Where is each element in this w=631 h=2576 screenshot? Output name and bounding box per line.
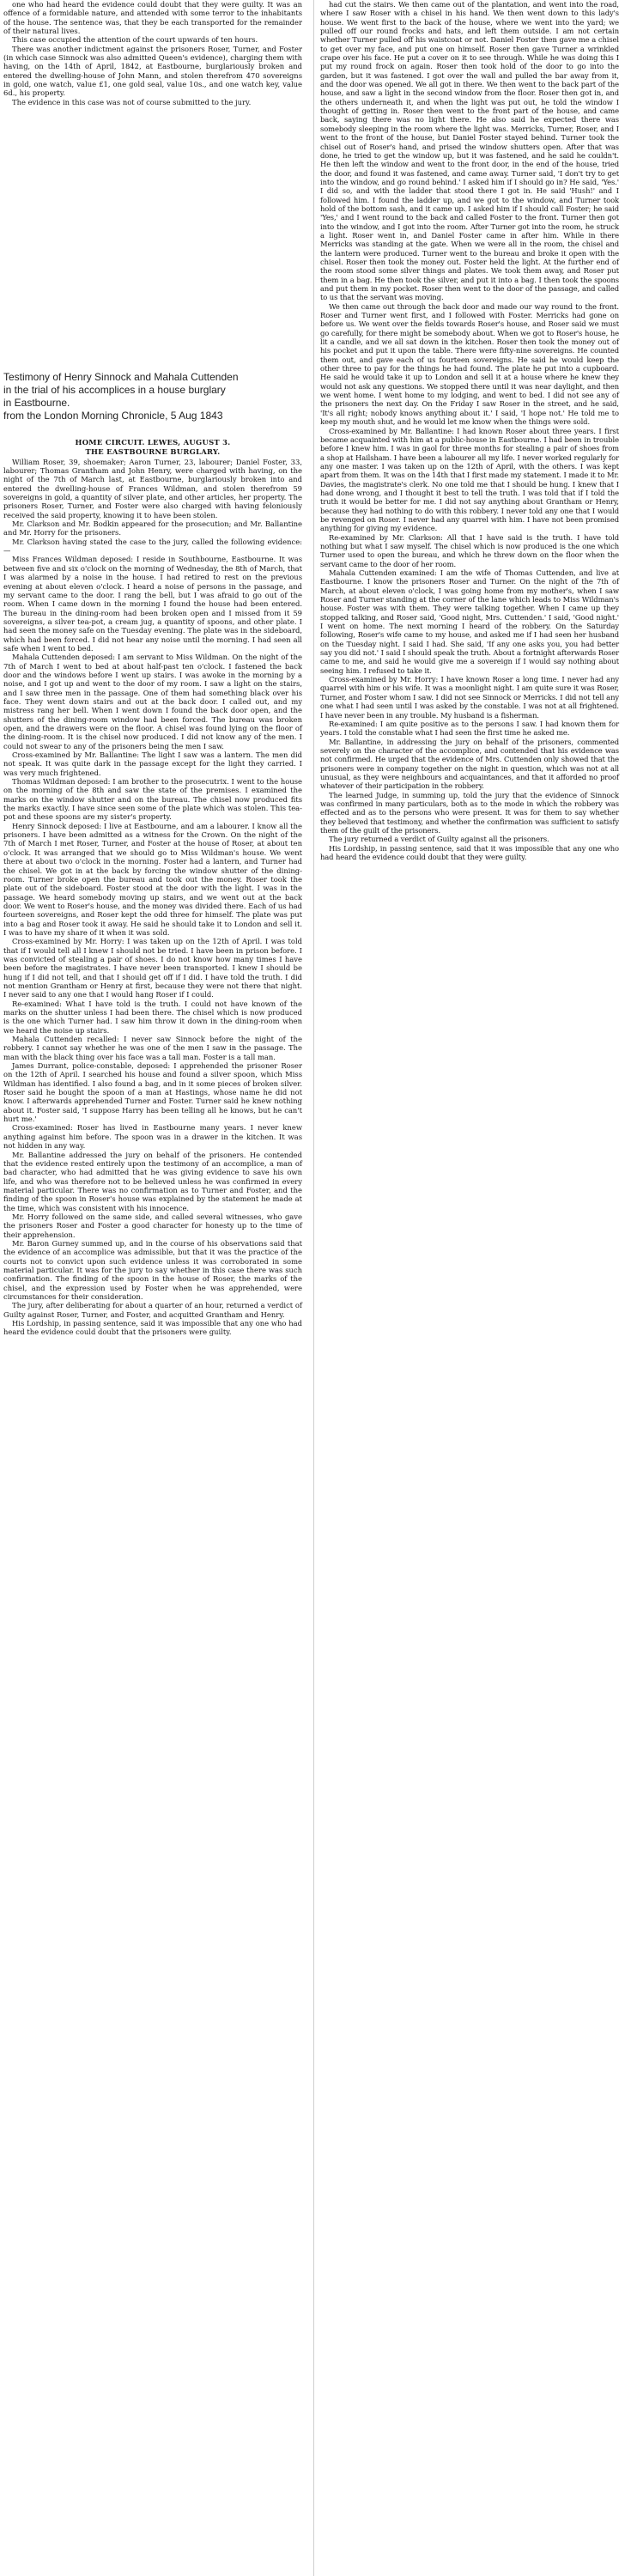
article-paragraph: Mr. Baron Gurney summed up, and in the course of his observations said that the evidence of an accomplice was admissible, but that it was the practice of the courts not to convict upon such evidence unless it was corroborated in some material particular. It was for the jury to say whether in this case there was such confirmation. The finding of the spoon in the house of Roser, the marks of the chisel, and the expression used by Foster when he was apprehended, were circumstances for their consideration.: [3, 1238, 302, 1301]
intro-paragraph: The evidence in this case was not of course submitted to the jury.: [12, 97, 252, 106]
article-paragraph: The learned Judge, in summing up, told the jury that the evidence of Sinnock was confirmed in many particulars, both as to the mode in which the robbery was effected and as to the persons who were present. It was for them to say whether they believed that testimony, and whether the confirmation was sufficient to satisfy them of the guilt of the prisoners.: [320, 790, 619, 835]
article-paragraph: Mahala Cuttenden recalled: I never saw Sinnock before the night of the robbery. I cannot say whether he was one of the men I saw in the passage. The man with the black thing over his face was a tall man. Foster is a tall man.: [3, 1035, 302, 1061]
article-paragraph: Mr. Clarkson and Mr. Bodkin appeared for the prosecution; and Mr. Ballantine and Mr. Horry for the prisoners.: [3, 519, 302, 538]
article-paragraph: Mahala Cuttenden deposed: I am servant to Miss Wildman. On the night of the 7th of March I went to bed at about half-past ten o'clock. I fastened the back door and the windows before I went up stairs. I was awoke in the morning by a noise, and I got up and went to the door of my room. I saw a light on the stairs, and I saw three men in the passage. One of them had something black over his face. They went down stairs and out at the back door. I called out, and my mistress rang her bell. When I went down I found the back door open, and the shutters of the dining-room window had been forced. The bureau was broken open, and the drawers were on the floor. A chisel was found lying on the floor of the dining-room. It is the chisel now produced. I did not know any of the men. I could not swear to any of the prisoners being the men I saw.: [3, 653, 302, 750]
article-paragraph: Mahala Cuttenden examined: I am the wife of Thomas Cuttenden, and live at Eastbourne. I know the prisoners Roser and Turner. On the night of the 7th of March, at about eleven o'clock, I was going home from my mother's, when I saw Roser and Turner standing at the corner of the lane which leads to Miss Wildman's house. Foster was with them. They were talking together. When I came up they stopped talking, and Roser said, 'Good night, Mrs. Cuttenden.' I said, 'Good night.' I went on home. The next morning I heard of the robbery. On the Saturday following, Roser's wife came to my house, and asked me if I had seen her husband on the Tuesday night. I said I had. She said, 'If any one asks you, you had better say you did not.' I said I should speak the truth. About a fortnight afterwards Roser came to me, and said he would give me a sovereign if I would say nothing about seeing him. I refused to take it.: [320, 568, 619, 675]
article-headline: HOME CIRCUIT. LEWES, AUGUST 3.: [75, 438, 231, 447]
article-paragraph: Mr. Clarkson having stated the case to the jury, called the following evidence:—: [3, 537, 302, 556]
article-paragraph: We then came out through the back door and made our way round to the front. Roser and Turner went first, and I followed with Foster. Merricks had gone on before us. We went over the fields towards Roser's house, and Roser said we must go carefully, for there might be somebody about. When we got to Roser's house, he lit a candle, and we all sat down in the kitchen. Roser then took the money out of his pocket and put it upon the table. There were fifty-nine sovereigns. He counted them out, and gave each of us fourteen sovereigns. He said he would keep the other three to pay for the things he had found. The plate he put into a cupboard. He said he would take it up to London and sell it at a house where he knew they would not ask any questions. We stopped there until it was near daylight, and then we went home. I went home to my lodging, and went to bed. I did not see any of the prisoners the next day. On the Friday I saw Roser in the street, and he said, 'It's all right; nobody knows anything about it.' I said, 'I hope not.' He told me to keep my mouth shut, and he would let me know when the things were sold.: [320, 301, 619, 427]
article-paragraph: Cross-examined by Mr. Ballantine: I had known Roser about three years. I first became acquainted with him at a public-house in Eastbourne. I had been in trouble before I knew him. I was in gaol for three months for stealing a pair of shoes from a shop at Hailsham. I have been a labourer all my life. I never worked regularly for any one master. I was taken up on the 12th of April, with the others. I was kept apart from them. It was on the 14th that I first made my statement. I made it to Mr. Davies, the magistrate's clerk. No one told me that I should be hung. I knew that I had done wrong, and I thought it best to tell the truth. I was told that if I told the truth it would be better for me. I did not say anything about Grantham or Henry, because they had nothing to do with this robbery. I never told any one that I would be revenged on Roser. I never had any quarrel with him. I have not been promised anything for giving my evidence.: [320, 426, 619, 533]
article-paragraph: William Roser, 39, shoemaker; Aaron Turner, 23, labourer; Daniel Foster, 33, labourer; Thomas Grantham and John Henry, were charged with having, on the night of the 7th of March last, at Eastbourne, burglariously broken into and entered the dwelling-house of Frances Wildman, and stolen therefrom 59 sovereigns in gold, a quantity of silver plate, and other articles, her property. The prisoners Roser, Turner, and Foster were also charged with having feloniously received the said property, knowing it to have been stolen.: [3, 457, 302, 519]
article-paragraph: Mr. Horry followed on the same side, and called several witnesses, who gave the prisoners Roser and Foster a good character for honesty up to the time of their apprehension.: [3, 1212, 302, 1239]
caption-line: in the trial of his accomplices in a house burglary: [3, 384, 226, 396]
caption-line: from the London Morning Chronicle, 5 Aug 1843: [3, 410, 223, 422]
article-paragraph: Cross-examined by Mr. Ballantine: The light I saw was a lantern. The men did not speak. It was quite dark in the passage except for the light they carried. I was very much frightened.: [3, 750, 302, 777]
article-left-column: [3, 438, 302, 1337]
article-paragraph: Cross-examined by Mr. Horry: I was taken up on the 12th of April. I was told that if I would tell all I knew I should not be tried. I have been in prison before. I was convicted of stealing a pair of shoes. I do not know how many times I have been before the magistrates. I have never been transported. I knew I should be hung if I did not tell, and that I should get off if I did. I have told the truth. I did not mention Grantham or Henry at first, because they were not there that night. I never said to any one that I would hang Roser if I could.: [3, 937, 302, 999]
article-paragraph: The jury returned a verdict of Guilty against all the prisoners.: [329, 835, 549, 844]
article-paragraph: Mr. Ballantine addressed the jury on behalf of the prisoners. He contended that the evidence rested entirely upon the testimony of an accomplice, a man of bad character, who had admitted that he was giving evidence to save his own life, and who was therefore not to be believed unless he was confirmed in every material particular. There was no confirmation as to Turner and Foster, and the finding of the spoon in Roser's house was explained by the statement he made at the time, which was consistent with his innocence.: [3, 1150, 302, 1212]
article-paragraph: Thomas Wildman deposed: I am brother to the prosecutrix. I went to the house on the morning of the 8th and saw the state of the premises. I examined the marks on the window shutter and on the bureau. The chisel now produced fits the marks exactly. I have since seen some of the plate which was stolen. This tea-pot and these spoons are my sister's property.: [3, 777, 302, 822]
intro-paragraph: There was another indictment against the prisoners Roser, Turner, and Foster (in which case Sinnock was also admitted Queen's evidence), charging them with having, on the 14th of April, 1842, at Eastbourne, burglariously broken and entered the dwelling-house of John Mann, and stolen therefrom 470 sovereigns in gold, one watch, value £1, one gold seal, value 10s., and one watch key, value 6d., his property.: [3, 44, 302, 98]
article-paragraph: James Durrant, police-constable, deposed: I apprehended the prisoner Roser on the 12th of April. I searched his house and found a silver spoon, which Miss Wildman has identified. I also found a bag, and in it some pieces of broken silver. Roser said he bought the spoon of a man at Hastings, whose name he did not know. I afterwards apprehended Turner and Foster. Turner said he knew nothing about it. Foster said, 'I suppose Harry has been telling all he knows, but he can't hurt me.': [3, 1061, 302, 1124]
article-paragraph: had cut the stairs. We then came out of the plantation, and went into the road, where I saw Roser with a chisel in his hand. We then went down to this lady's house. We went first to the back of the house, where we went into the yard; we pulled off our round frocks and hats, and left them outside. I am not certain whether Turner pulled off his waistcoat or not. Daniel Foster then gave me a chisel to get over my face, and put one on himself. Roser then gave Turner a wrinkled crape over his face. He put a cover on it to see through. While he was doing this I put my round frock on again. Roser then took hold of the door to go into the garden, but it was fastened. I got over the wall and pulled the bar away from it, and the door was opened. We all got in there. We then went to the back part of the house, and saw a light in the second window from the floor. Roser then got in, and the others underneath it, and when the light was put out, he told the window I thought of getting in. Roser then went to the front part of the house, and came back, saying there was no light there. He also said he expected there was somebody sleeping in the room where the light was. Merricks, Turner, Roser, and I went to the front of the house, but Daniel Foster stayed behind. Turner took the chisel out of Roser's hand, and prised the window shutters open. After that was done, he tried to get the window up, but it was fastened, and he said he couldn't. He then left the window and went to the front door, in the end of the house, tried the door, and found it was fastened, and came away. Turner said, 'I don't try to get into the window, and go round behind.' I asked him if I should go in? He said, 'Yes.' I did so, and with the ladder that stood there I got in. He said 'Hush!' and I followed him. I found the ladder up, and we got to the window, and Turner took hold of the bottom sash, and it came up. I asked him if I should call Foster; he said 'Yes,' and I went round to the back and called Foster to the front. Turner then got into the window, and I got into the room. After Turner got into the room, he struck a light. Roser went in, and Daniel Foster came in after him. While in there Merricks was standing at the gate. When we were all in the room, the chisel and the lantern were produced. Turner went to the bureau and broke it open with the chisel. Roser then took the money out. Foster held the light. At the further end of the room stood some silver things and plates. We took them away, and Roser put them in a bag. He then took the silver, and put it into a bag. I then took the spoons and put them in my pocket. Roser then went to the door of the passage, and called to us that the servant was moving.: [320, 0, 619, 302]
article-paragraph: Cross-examined by Mr. Horry: I have known Roser a long time. I never had any quarrel with him or his wife. It was a moonlight night. I am quite sure it was Roser, Turner, and Foster whom I saw. I did not see Sinnock or Merricks. I did not tell any one what I had seen until I was asked by the constable. I was not at all frightened. I have never been in any trouble. My husband is a fisherman.: [320, 675, 619, 720]
article-right-column: [320, 0, 619, 861]
article-paragraph: His Lordship, in passing sentence, said it was impossible that any one who had heard the evidence could doubt that the prisoners were guilty.: [3, 1319, 302, 1337]
intro-paragraph: This case occupied the attention of the court upwards of ten hours.: [12, 35, 258, 45]
article-paragraph: Mr. Ballantine, in addressing the jury on behalf of the prisoners, commented severely on the character of the accomplice, and contended that his evidence was not confirmed. He urged that the evidence of Mrs. Cuttenden only showed that the prisoners were in company together on the night in question, which was not at all unusual, as they were neighbours and acquaintances, and that it afforded no proof whatever of their participation in the robbery.: [320, 737, 619, 791]
caption-line: in Eastbourne.: [3, 397, 70, 409]
article-paragraph: Miss Frances Wildman deposed: I reside in Southbourne, Eastbourne. It was between five and six o'clock on the morning of Wednesday, the 8th of March, that I was alarmed by a noise in the house. I had retired to rest on the previous evening at about eleven o'clock. I heard a noise of persons in the passage, and my servant came to the door. I rang the bell, but I was afraid to go out of the room. When I came down in the morning I found the house had been entered. The bureau in the dining-room had been broken open and I missed from it 59 sovereigns, a silver tea-pot, a cream jug, a quantity of spoons, and other plate. I had seen the money safe on the Tuesday evening. The plate was in the sideboard, which had been forced. I did not hear any noise until the morning. I had seen all safe when I went to bed.: [3, 555, 302, 653]
article-paragraph: Re-examined: I am quite positive as to the persons I saw. I had known them for years. I told the constable what I had seen the first time he asked me.: [320, 719, 619, 738]
article-paragraph: Henry Sinnock deposed: I live at Eastbourne, and am a labourer. I know all the prisoners. I have been admitted as a witness for the Crown. On the night of the 7th of March I met Roser, Turner, and Foster at the house of Roser, at about ten o'clock. It was arranged that we should go to Miss Wildman's house. We went there at about two o'clock in the morning. Foster had a lantern, and Turner had the chisel. We got in at the back by forcing the window shutter of the dining-room. Turner broke open the bureau and took out the money. Roser took the plate out of the sideboard. Foster stood at the door with the light. I was in the passage. We heard somebody moving up stairs, and we went out at the back door. We went to Roser's house, and the money was divided there. Each of us had fourteen sovereigns, and Roser kept the odd three for himself. The plate was put into a bag and Roser took it away. He said he should take it to London and sell it. I was to have my share of it when it was sold.: [3, 821, 302, 937]
column-divider: [313, 0, 314, 2576]
article-paragraph: His Lordship, in passing sentence, said that it was impossible that any one who had heard the evidence could doubt that they were guilty.: [320, 843, 619, 861]
article-paragraph: Re-examined: What I have told is the truth. I could not have known of the marks on the shutter unless I had been there. The chisel which is now produced is the one which Turner had. I saw him throw it down in the dining-room when we heard the noise up stairs.: [3, 999, 302, 1035]
previous-article-ending: [3, 0, 302, 106]
article-subhead: THE EASTBOURNE BURGLARY.: [85, 447, 221, 457]
article-paragraph: Cross-examined: Roser has lived in Eastbourne many years. I never knew anything against him before. The spoon was in a drawer in the kitchen. It was not hidden in any way.: [3, 1123, 302, 1151]
caption-line: Testimony of Henry Sinnock and Mahala Cuttenden: [3, 371, 239, 383]
article-paragraph: Re-examined by Mr. Clarkson: All that I have said is the truth. I have told nothing but what I saw myself. The chisel which is now produced is the one which Turner used to open the bureau, and which he threw down on the floor when the servant came to the door of her room.: [320, 532, 619, 568]
transcription-caption: [3, 371, 302, 422]
article-paragraph: The jury, after deliberating for about a quarter of an hour, returned a verdict of Guilty against Roser, Turner, and Foster, and acquitted Grantham and Henry.: [3, 1301, 302, 1319]
intro-paragraph: one who had heard the evidence could doubt that they were guilty. It was an offence of a formidable nature, and attended with some terror to the inhabitants of the house. The sentence was, that they be each transported for the remainder of their natural lives.: [3, 0, 302, 36]
